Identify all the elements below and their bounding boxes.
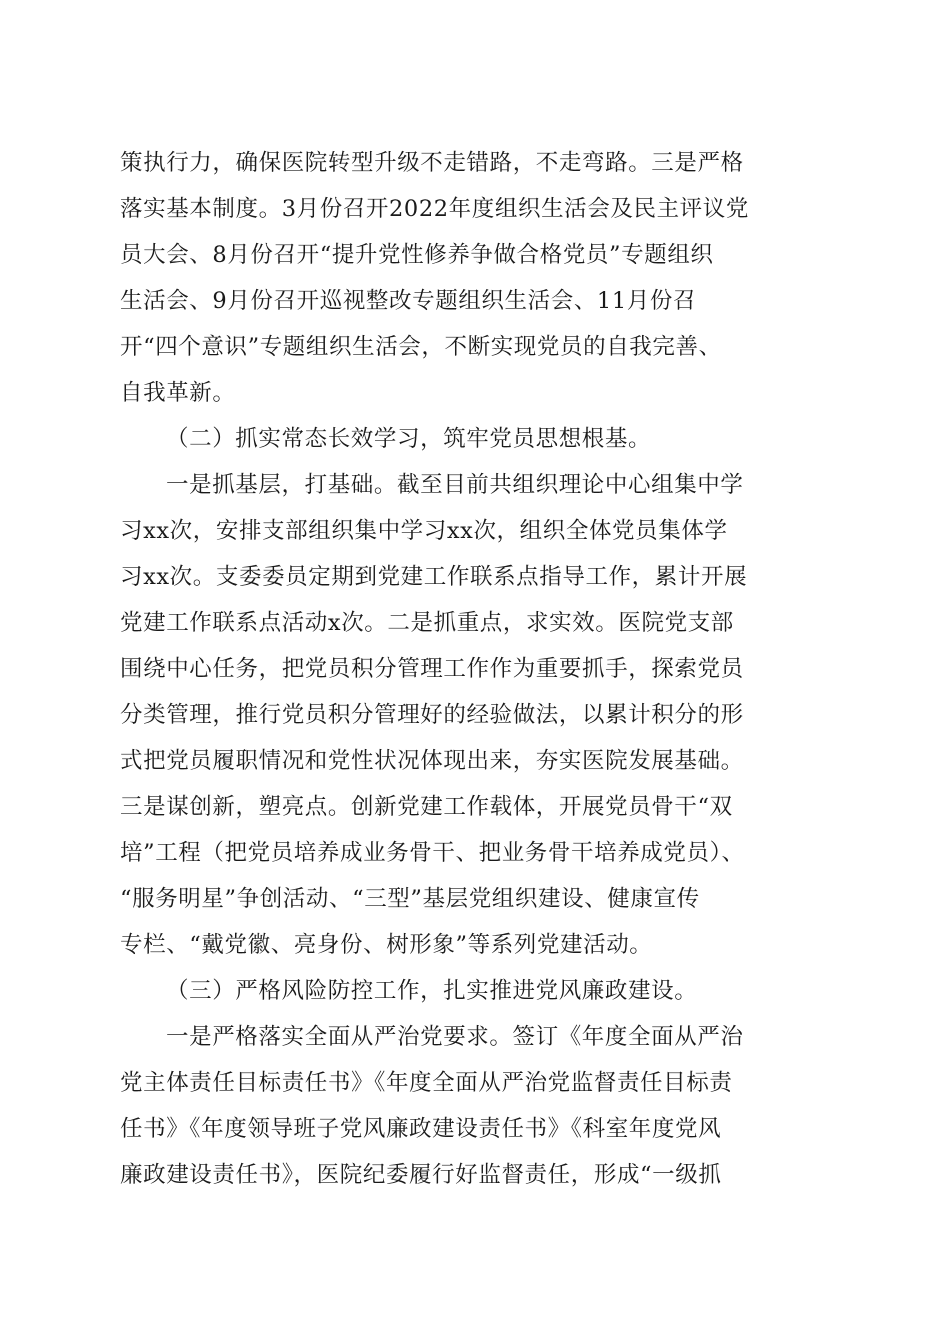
text-line: 员大会、8月份召开“提升党性修养争做合格党员”专题组织 [120,242,714,268]
text-line: 一是抓基层，打基础。截至目前共组织理论中心组集中学 [166,472,744,498]
text-line: 开“四个意识”专题组织生活会，不断实现党员的自我完善、 [120,334,722,360]
text-line: 习xx次。支委委员定期到党建工作联系点指导工作，累计开展 [120,564,748,590]
text-line: 自我革新。 [120,380,236,406]
section-heading: （三）严格风险防控工作，扎实推进党风廉政建设。 [166,978,698,1004]
text-line: 任书》《年度领导班子党风廉政建设责任书》《科室年度党风 [120,1116,722,1142]
section-heading: （二）抓实常态长效学习，筑牢党员思想根基。 [166,426,652,452]
text-line: 落实基本制度。3月份召开2022年度组织生活会及民主评议党 [120,196,749,222]
text-line: 围绕中心任务，把党员积分管理工作作为重要抓手，探索党员 [120,656,744,682]
text-line: 习xx次，安排支部组织集中学习xx次，组织全体党员集体学 [120,518,728,544]
text-line: “服务明星”争创活动、“三型”基层党组织建设、健康宣传 [120,886,700,912]
text-line: 专栏、“戴党徽、亮身份、树形象”等系列党建活动。 [120,932,653,958]
text-line: 党主体责任目标责任书》《年度全面从严治党监督责任目标责 [120,1070,733,1096]
text-line: 廉政建设责任书》，医院纪委履行好监督责任，形成“一级抓 [120,1162,722,1188]
text-line: 党建工作联系点活动x次。二是抓重点，求实效。医院党支部 [120,610,734,636]
text-line: 策执行力，确保医院转型升级不走错路，不走弯路。三是严格 [120,150,744,176]
text-line: 三是谋创新，塑亮点。创新党建工作载体，开展党员骨干“双 [120,794,733,820]
text-line: 培”工程（把党员培养成业务骨干、把业务骨干培养成党员）、 [120,840,745,866]
text-line: 分类管理，推行党员积分管理好的经验做法，以累计积分的形 [120,702,744,728]
document-body [120,140,830,1198]
text-line: 式把党员履职情况和党性状况体现出来，夯实医院发展基础。 [120,748,744,774]
text-line: 一是严格落实全面从严治党要求。签订《年度全面从严治 [166,1024,744,1050]
text-line: 生活会、9月份召开巡视整改专题组织生活会、11月份召 [120,288,697,314]
